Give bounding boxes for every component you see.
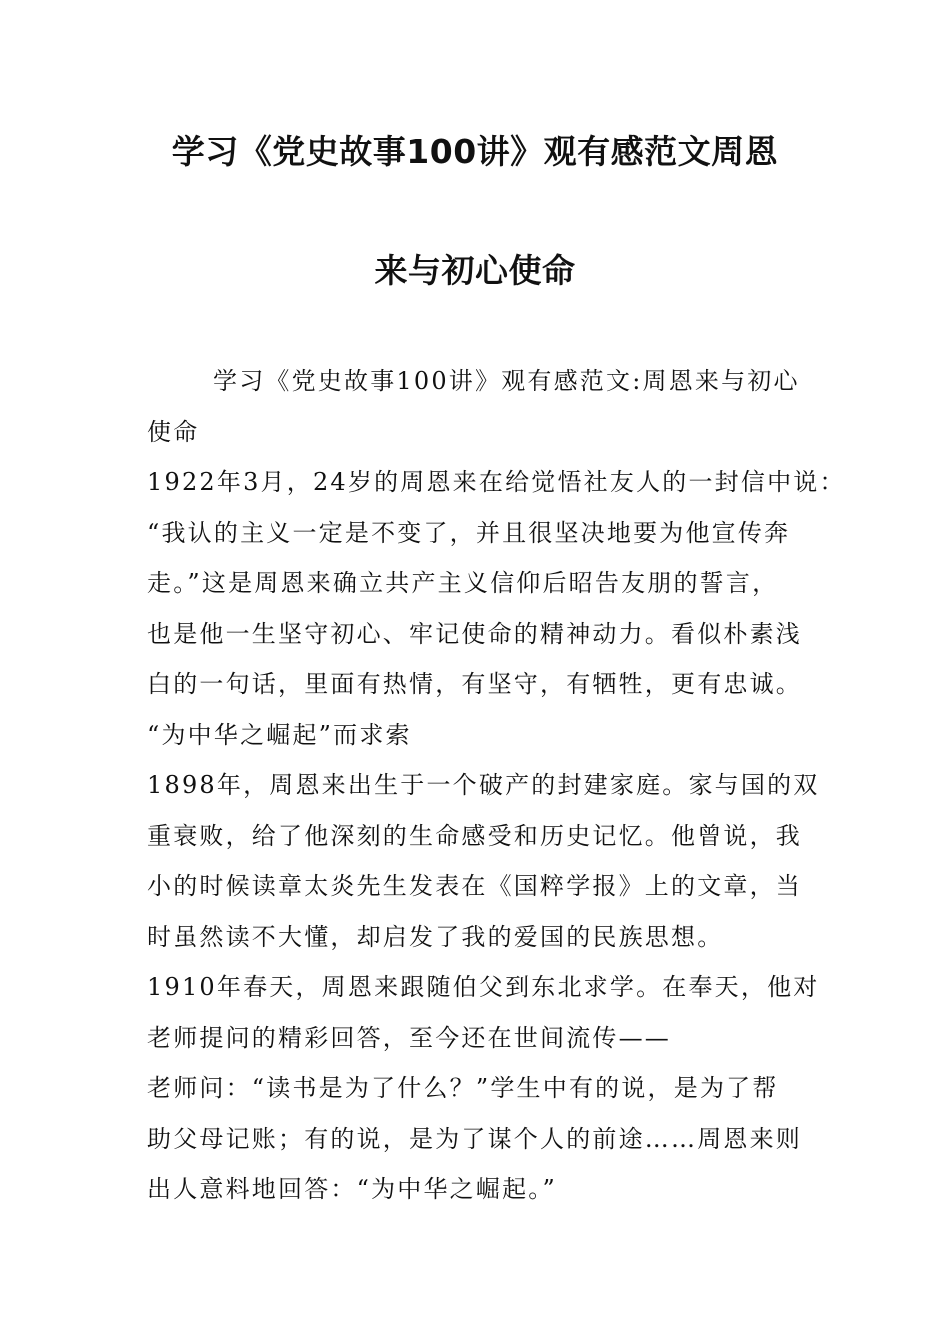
body-line: 出人意料地回答：“为中华之崛起。” (147, 1175, 557, 1203)
body-line: 时虽然读不大懂，却启发了我的爱国的民族思想。 (147, 922, 724, 951)
body-line: 白的一句话，里面有热情，有坚守，有牺牲，更有忠诚。 (147, 670, 802, 698)
body-line: 1898年，周恩来出生于一个破产的封建家庭。家与国的双 (147, 771, 820, 799)
body-line: 1922年3月，24岁的周恩来在给觉悟社友人的一封信中说： (147, 468, 846, 496)
body-line: 使命 (147, 417, 200, 446)
body-line: 老师提问的精彩回答，至今还在世间流传—— (147, 1023, 671, 1052)
body-line: 1910年春天，周恩来跟随伯父到东北求学。在奉天，他对 (147, 973, 820, 1001)
document-title-line-1: 学习《党史故事100讲》观有感范文周恩 (171, 132, 779, 171)
document-body (147, 356, 846, 1215)
body-line: 小的时候读章太炎先生发表在《国粹学报》上的文章，当 (147, 872, 802, 900)
body-line: 走。”这是周恩来确立共产主义信仰后昭告友朋的誓言， (147, 569, 779, 597)
body-line: “我认的主义一定是不变了，并且很坚决地要为他宣传奔 (147, 518, 791, 547)
body-line: 老师问：“读书是为了什么？”学生中有的说，是为了帮 (147, 1074, 779, 1102)
body-line: 重衰败，给了他深刻的生命感受和历史记忆。他曾说，我 (147, 821, 802, 850)
document-title-line-2: 来与初心使命 (374, 251, 576, 290)
body-line: 也是他一生坚守初心、牢记使命的精神动力。看似朴素浅 (147, 619, 802, 648)
section-heading: “为中华之崛起”而求索 (147, 720, 412, 749)
body-line: 学习《党史故事100讲》观有感范文:周恩来与初心 (213, 367, 800, 395)
body-line: 助父母记账；有的说，是为了谋个人的前途……周恩来则 (147, 1124, 802, 1153)
